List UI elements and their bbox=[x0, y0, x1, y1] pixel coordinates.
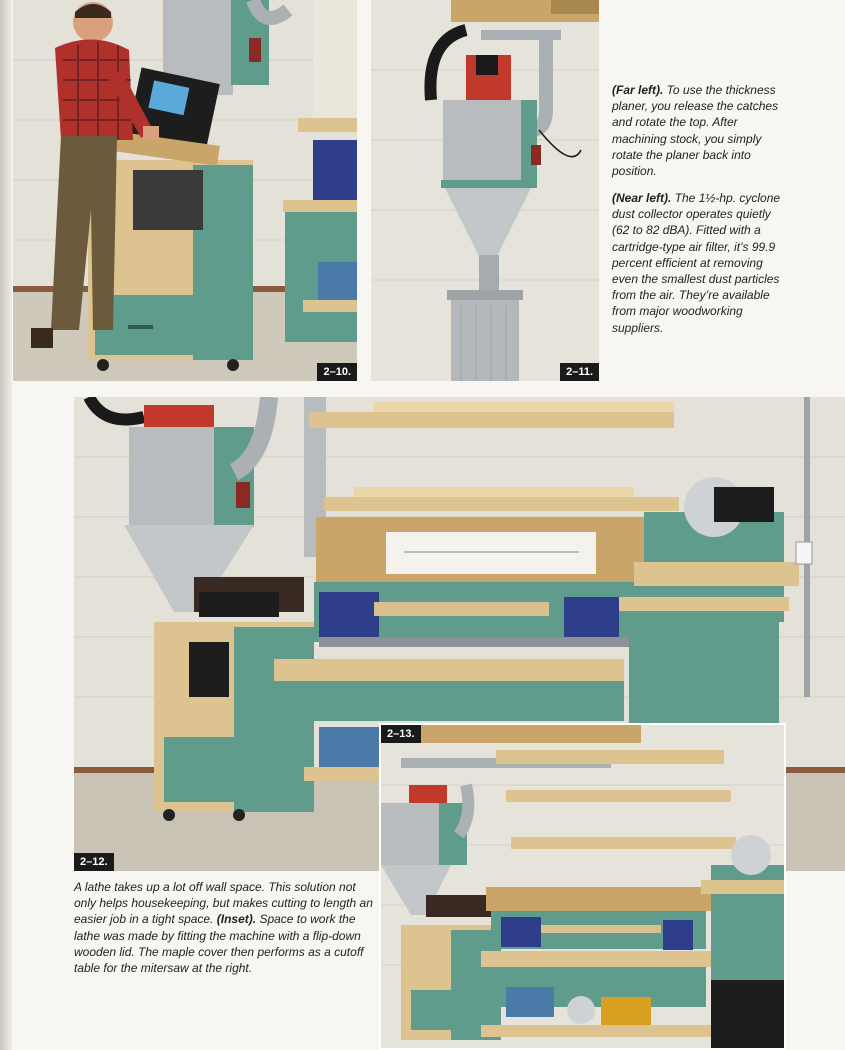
caption-text: A lathe takes up a lot off wall space. This solution not only helps housekeeping, but makes cutting to length an easier job in a tight space. bbox=[74, 880, 373, 927]
figure-2-13-inset-photo bbox=[381, 725, 784, 1050]
caption-text: To use the thickness planer, you release the catches and rotate the top. After machining stock, you simply rotate the planer back into position. bbox=[612, 83, 779, 179]
caption-text: The 1½-hp. cyclone dust collector operates quietly (62 to 82 dBA). Fitted with a cartridge-type air filter, it’s 99.9 percent efficient at removing even the smallest dust particles from the air. They’re available from major woodworking suppliers. bbox=[612, 191, 781, 335]
caption-lead: (Inset). bbox=[216, 912, 257, 927]
figure-label: 2–12. bbox=[74, 853, 114, 871]
caption-lead: (Far left). bbox=[612, 83, 664, 97]
figure-2-10-photo bbox=[13, 0, 357, 381]
caption-near-left bbox=[612, 190, 787, 336]
caption-text: Space to work the lathe was made by fitting the machine with a flip-down wooden lid. The maple cover then performs as a cutoff table for the mitersaw at the right. bbox=[74, 912, 364, 976]
caption-bottom bbox=[74, 879, 374, 976]
page-spine-shadow bbox=[0, 0, 12, 1050]
figure-label: 2–11. bbox=[560, 363, 599, 381]
caption-far-left bbox=[612, 82, 787, 179]
caption-lead: (Near left). bbox=[612, 191, 672, 205]
figure-2-11-photo bbox=[371, 0, 599, 381]
figure-label: 2–10. bbox=[317, 363, 357, 381]
figure-label: 2–13. bbox=[381, 725, 421, 743]
